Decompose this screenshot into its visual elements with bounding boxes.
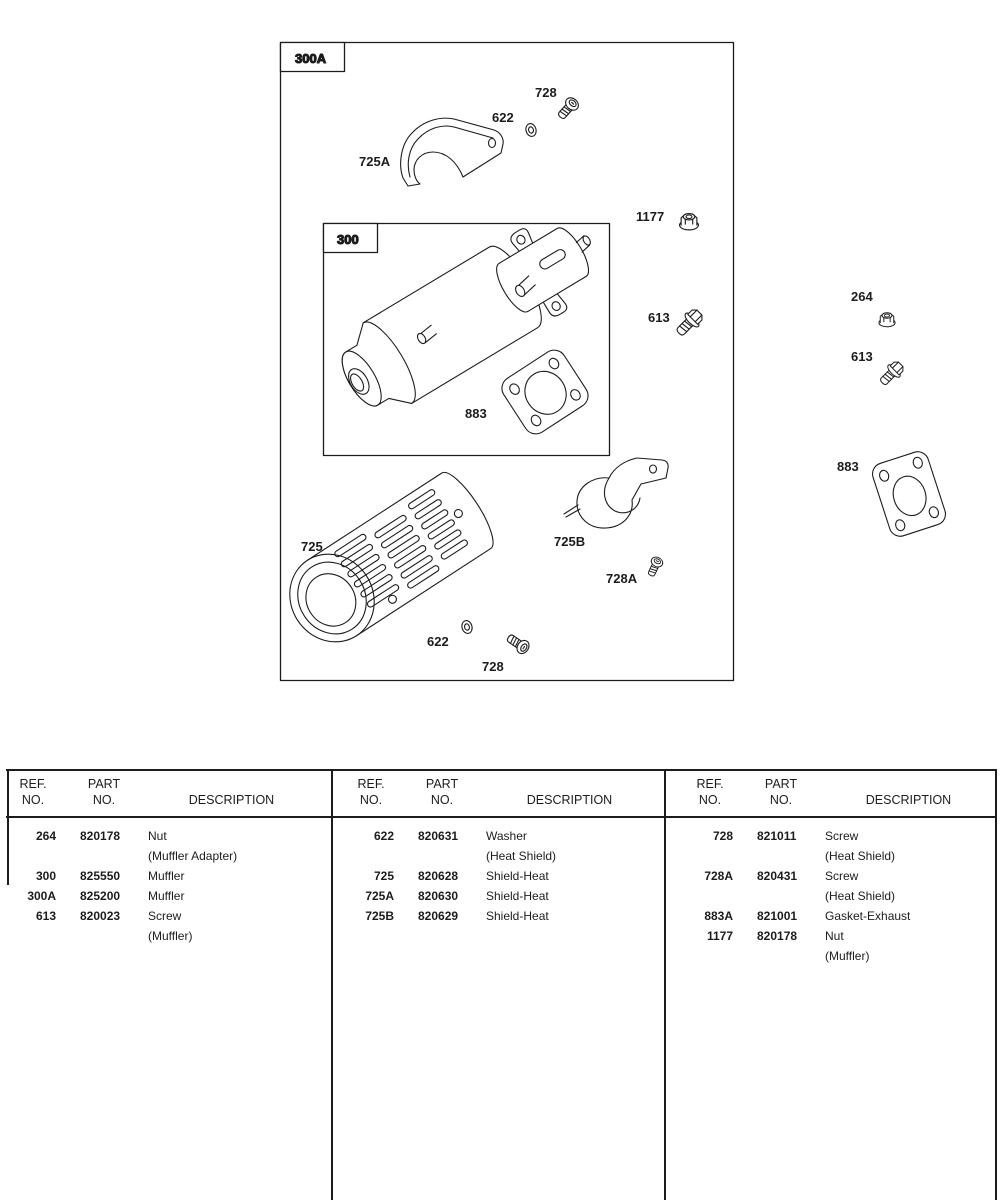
- ref-no: 883A: [704, 909, 733, 923]
- callout-728A: 728A: [606, 571, 638, 586]
- table-row: [0, 906, 324, 926]
- header-description: DESCRIPTION: [188, 793, 275, 807]
- header-description: DESCRIPTION: [865, 793, 952, 807]
- header-part-no: PART NO.: [425, 777, 459, 807]
- table-row: [0, 926, 324, 946]
- callout-725A: 725A: [359, 154, 391, 169]
- bolt-613-box-icon: [673, 306, 706, 339]
- callout-264: 264: [851, 289, 873, 304]
- description: Shield-Heat: [486, 869, 549, 883]
- callout-883-right: 883: [837, 459, 859, 474]
- part-no: 820628: [418, 869, 459, 883]
- description: Shield-Heat: [486, 909, 549, 923]
- callout-613-box: 613: [648, 310, 670, 325]
- description: (Heat Shield): [486, 849, 557, 863]
- header-ref-no: REF. NO.: [696, 777, 724, 807]
- part-no: 820631: [418, 829, 459, 843]
- ref-no: [332, 846, 394, 866]
- description: Muffler: [148, 869, 185, 883]
- ref-no: [0, 926, 56, 946]
- table-column-group-3: [671, 769, 1000, 1200]
- table-column-group-1: [0, 769, 324, 1200]
- table-row: [671, 906, 1000, 926]
- gasket-883-right-icon: [870, 449, 949, 539]
- description: Screw: [825, 829, 859, 843]
- callout-728-bottom: 728: [482, 659, 504, 674]
- assembly-label-300: 300: [337, 232, 359, 247]
- ref-no: 725A: [365, 889, 394, 903]
- table-row: [0, 866, 324, 886]
- ref-no: [671, 886, 733, 906]
- part-no: [733, 886, 825, 906]
- part-no: 820178: [80, 829, 121, 843]
- heat-shield-725A-icon: [401, 118, 503, 186]
- bolt-613-right-icon: [876, 359, 906, 389]
- part-no: 821011: [757, 829, 797, 843]
- description: (Heat Shield): [825, 849, 896, 863]
- header-description: DESCRIPTION: [526, 793, 613, 807]
- heat-shield-725B-icon: [564, 458, 668, 528]
- description: Washer: [486, 829, 527, 843]
- callout-725B: 725B: [554, 534, 586, 549]
- ref-no: 1177: [706, 929, 733, 943]
- header-part-no: PART NO.: [87, 777, 121, 807]
- header-ref-no: REF. NO.: [357, 777, 385, 807]
- ref-no: 622: [373, 829, 394, 843]
- table-row: [671, 946, 1000, 966]
- table-divider-2: [664, 769, 666, 1200]
- part-no: [733, 946, 825, 966]
- ref-no: 613: [35, 909, 56, 923]
- ref-no: 728: [712, 829, 733, 843]
- table-row: [671, 826, 1000, 846]
- description: Muffler: [148, 889, 185, 903]
- ref-no: 725B: [365, 909, 394, 923]
- table-row: [671, 866, 1000, 886]
- part-no: 820023: [80, 909, 121, 923]
- assembly-label-300A: 300A: [295, 51, 327, 66]
- callout-613-right: 613: [851, 349, 873, 364]
- callout-883-box: 883: [465, 406, 487, 421]
- ref-no: [671, 846, 733, 866]
- description: (Muffler): [148, 929, 193, 943]
- part-no: 820178: [757, 929, 798, 943]
- table-row: [0, 886, 324, 906]
- table-row: [0, 826, 324, 846]
- table-row: [0, 846, 324, 866]
- part-no: 821001: [757, 909, 798, 923]
- table-row: [671, 846, 1000, 866]
- header-part-no: PART NO.: [764, 777, 798, 807]
- description: Shield-Heat: [486, 889, 549, 903]
- part-no: [394, 846, 486, 866]
- gasket-883-box-icon: [497, 346, 592, 439]
- table-row: [332, 826, 662, 846]
- part-no: [56, 926, 148, 946]
- washer-622-top-icon: [524, 122, 537, 137]
- callout-725: 725: [301, 539, 323, 554]
- description: Screw: [148, 909, 182, 923]
- description: (Muffler Adapter): [148, 849, 238, 863]
- part-no: 820431: [757, 869, 798, 883]
- table-row: [332, 846, 662, 866]
- callout-622-top: 622: [492, 110, 514, 125]
- table-row: [332, 866, 662, 886]
- ref-no: 300A: [27, 889, 56, 903]
- ref-no: 300: [35, 869, 56, 883]
- nut-1177-icon: [680, 214, 699, 230]
- part-no: 820630: [418, 889, 459, 903]
- description: Screw: [825, 869, 859, 883]
- part-no: [56, 846, 148, 866]
- part-no: 825200: [80, 889, 121, 903]
- part-no: [733, 846, 825, 866]
- description: (Muffler): [825, 949, 870, 963]
- nut-264-icon: [879, 313, 895, 327]
- part-no: 825550: [80, 869, 121, 883]
- description: (Heat Shield): [825, 889, 896, 903]
- table-row: [671, 926, 1000, 946]
- description: Nut: [825, 929, 844, 943]
- table-row: [332, 886, 662, 906]
- callout-622-bottom: 622: [427, 634, 449, 649]
- washer-622-bottom-icon: [460, 619, 473, 634]
- screw-728A-icon: [645, 555, 664, 578]
- callout-1177: 1177: [636, 209, 665, 224]
- ref-no: 728A: [704, 869, 733, 883]
- table-row: [332, 906, 662, 926]
- ref-no: [671, 946, 733, 966]
- description: Nut: [148, 829, 167, 843]
- description: Gasket-Exhaust: [825, 909, 911, 923]
- screw-728-top-icon: [555, 95, 581, 121]
- table-column-group-2: [332, 769, 662, 1200]
- callout-728-top: 728: [535, 85, 557, 100]
- part-no: 820629: [418, 909, 459, 923]
- ref-no: [0, 846, 56, 866]
- ref-no: 725: [373, 869, 394, 883]
- header-ref-no: REF. NO.: [19, 777, 47, 807]
- screw-728-bottom-icon: [505, 631, 532, 655]
- table-row: [671, 886, 1000, 906]
- ref-no: 264: [35, 829, 56, 843]
